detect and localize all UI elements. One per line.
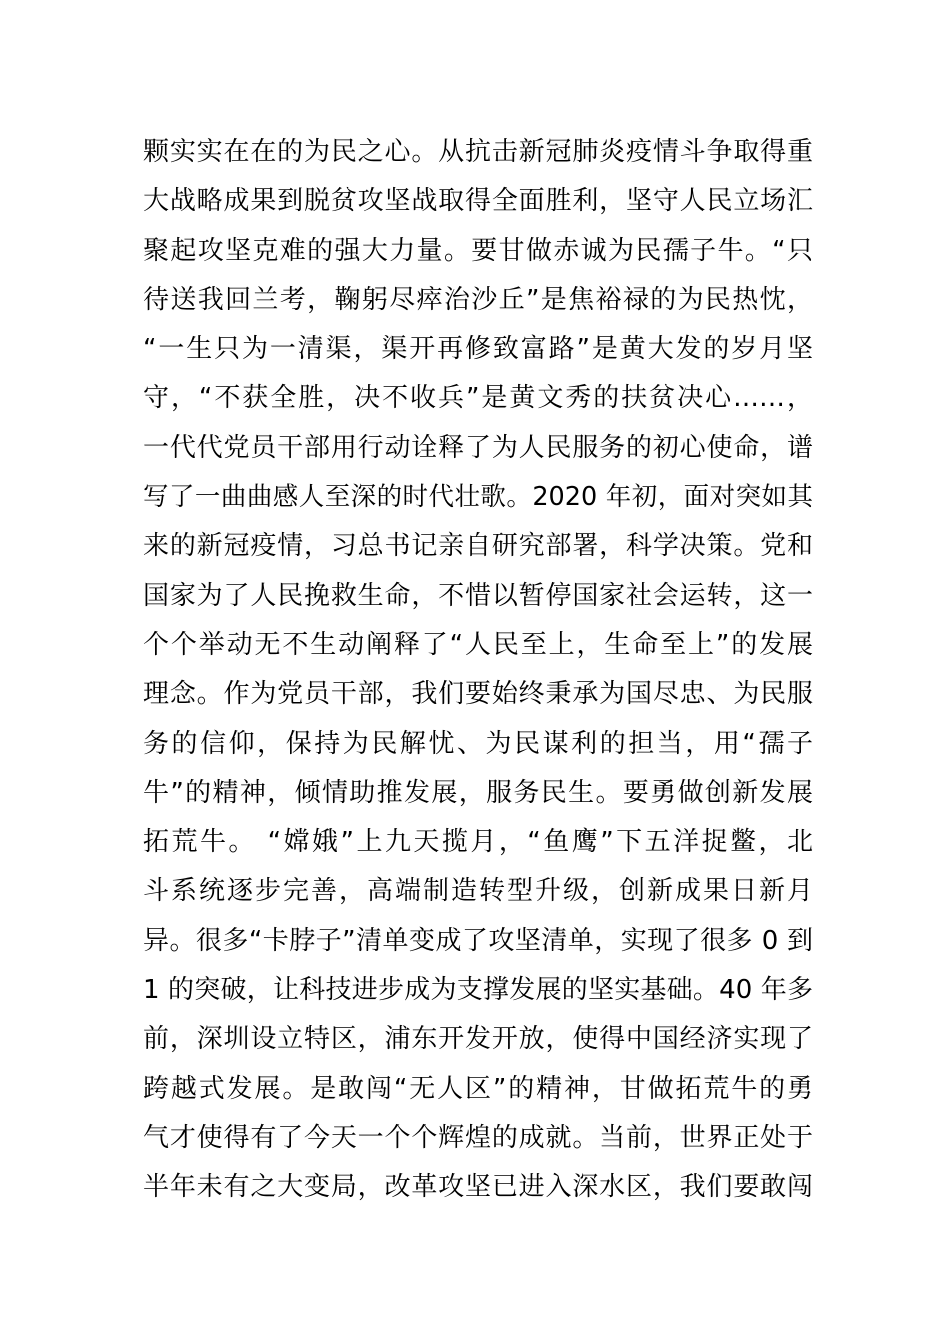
- text-line: 跨越式发展。是敢闯“无人区”的精神，甘做拓荒牛的勇: [143, 1073, 813, 1104]
- text-line: 斗系统逐步完善，高端制造转型升级，创新成果日新月: [143, 876, 813, 907]
- text-line: 个个举动无不生动阐释了“人民至上，生命至上”的发展: [143, 629, 813, 660]
- text-line: 牛”的精神，倾情助推发展，服务民生。要勇做创新发展: [143, 777, 813, 808]
- text-line: 写了一曲曲感人至深的时代壮歌。2020 年初，面对突如其: [143, 482, 813, 513]
- text-line: 国家为了人民挽救生命，不惜以暂停国家社会运转，这一: [143, 580, 813, 611]
- text-line: 异。很多“卡脖子”清单变成了攻坚清单，实现了很多 0 到: [143, 925, 813, 956]
- text-line: 待送我回兰考，鞠躬尽瘁治沙丘”是焦裕禄的为民热忱，: [143, 284, 813, 315]
- text-line: 务的信仰，保持为民解忧、为民谋利的担当，用“孺子: [143, 728, 813, 759]
- text-line: “一生只为一清渠，渠开再修致富路”是黄大发的岁月坚: [143, 334, 813, 365]
- text-line: 大战略成果到脱贫攻坚战取得全面胜利，坚守人民立场汇: [143, 186, 813, 217]
- text-line: 气才使得有了今天一个个辉煌的成就。当前，世界正处于: [143, 1122, 813, 1153]
- text-line: 半年未有之大变局，改革攻坚已进入深水区，我们要敢闯: [143, 1172, 813, 1203]
- body-paragraph: [143, 128, 813, 1213]
- text-line: 守，“不获全胜，决不收兵”是黄文秀的扶贫决心……，: [143, 383, 813, 414]
- text-line: 一代代党员干部用行动诠释了为人民服务的初心使命，谱: [143, 432, 813, 463]
- text-line: 理念。作为党员干部，我们要始终秉承为国尽忠、为民服: [143, 679, 813, 710]
- text-line: 颗实实在在的为民之心。从抗击新冠肺炎疫情斗争取得重: [143, 137, 813, 167]
- text-line: 聚起攻坚克难的强大力量。要甘做赤诚为民孺子牛。“只: [143, 235, 813, 266]
- text-line: 前，深圳设立特区，浦东开发开放，使得中国经济实现了: [143, 1024, 813, 1055]
- text-line: 1 的突破，让科技进步成为支撑发展的坚实基础。40 年多: [143, 975, 813, 1006]
- text-line: 拓荒牛。 “嫦娥”上九天揽月，“鱼鹰”下五洋捉鳖，北: [143, 827, 813, 858]
- text-line: 来的新冠疫情，习总书记亲自研究部署，科学决策。党和: [143, 531, 813, 562]
